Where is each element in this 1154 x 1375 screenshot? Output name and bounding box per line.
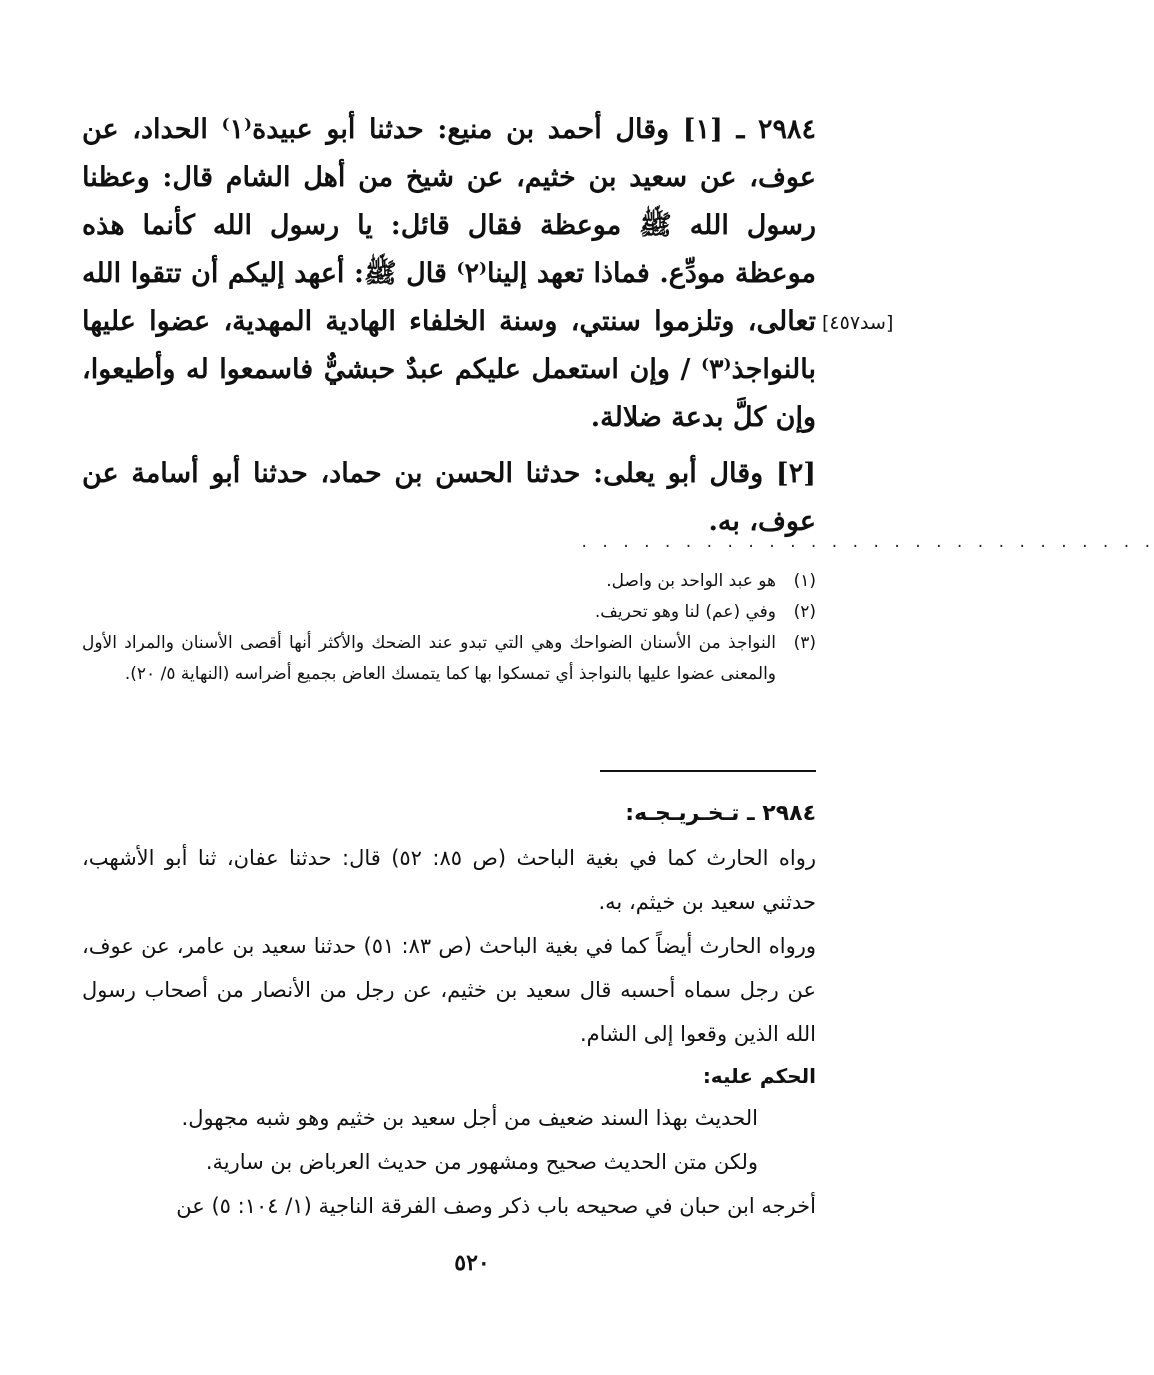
footnote-number: (١) [793, 571, 816, 591]
footnotes [82, 566, 816, 690]
hukm-line-1: الحديث بهذا السند ضعيف من أجل سعيد بن خثيم وهو شبه مجهول. [181, 1106, 758, 1130]
takhrij-heading: ٢٩٨٤ ـ تـخـريـجـه: [625, 801, 816, 826]
footnote-2 [82, 597, 816, 628]
hukm-line-2: ولكن متن الحديث صحيح ومشهور من حديث العرباض بن سارية. [205, 1150, 758, 1174]
footnote-number: (٢) [793, 602, 816, 622]
hadith-paragraph-1: ٢٩٨٤ ـ [١] وقال أحمد بن منيع: حدثنا أبو عبيدة⁽١⁾ الحداد، عن عوف، عن سعيد بن خثيم، عن شيخ من أهل الشام قال: وعظنا رسول الله ﷺ موعظة فقال قائل: يا رسول الله كأنما هذه موعظة مودِّع. فماذا تعهد إلينا⁽٢⁾ قال ﷺ: أعهد إليكم أن تتقوا الله تعالى، وتلزموا سنتي، وسنة الخلفاء الهادية المهدية، عضوا عليها بالنواجذ⁽٣⁾ / وإن استعمل عليكم عبدٌ حبشيٌّ فاسمعوا له وأطيعوا، وإن كلَّ بدعة ضلالة. [82, 114, 816, 433]
footnote-1 [82, 566, 816, 597]
hadith-paragraph-2: [٢] وقال أبو يعلى: حدثنا الحسن بن حماد، حدثنا أبو أسامة عن عوف، به. [82, 458, 816, 537]
footnote-number: (٣) [793, 633, 816, 653]
hukm-heading: الحكم عليه: [702, 1064, 816, 1088]
footnote-text: هو عبد الواحد بن واصل. [606, 571, 776, 591]
section-divider [600, 770, 816, 772]
hadith-text [82, 106, 816, 546]
takhrij-paragraph-1: رواه الحارث كما في بغية الباحث (ص ٨٥: ٥٢) قال: حدثنا عفان، ثنا أبو الأشهب، حدثني سعيد بن خيثم، به. [82, 846, 816, 914]
footnote-text: وفي (عم) لنا وهو تحريف. [594, 602, 776, 622]
footnote-separator: . . . . . . . . . . . . . . . . . . . . . . . . . . . . [580, 535, 1154, 551]
footnote-text: النواجذ من الأسنان الضواحك وهي التي تبدو عند الضحك والأكثر أنها أقصى الأسنان والمراد الأول والمعنى عضوا عليها بالنواجذ أي تمسكوا بها كما يتمسك العاض بجميع أضراسه (النهاية ٥/ ٢٠). [82, 633, 776, 684]
takhrij-paragraph-2: ورواه الحارث أيضاً كما في بغية الباحث (ص ٨٣: ٥١) حدثنا سعيد بن عامر، عن عوف، عن رجل سماه أحسبه قال سعيد بن خثيم، عن رجل من الأنصار من أصحاب رسول الله الذين وقعوا إلى الشام. [82, 934, 816, 1046]
footnote-3 [82, 628, 816, 690]
margin-reference: [سد٤٥٧] [822, 312, 894, 334]
hukm-line-3: أخرجه ابن حبان في صحيحه باب ذكر وصف الفرقة الناجية (١/ ١٠٤: ٥) عن [176, 1194, 816, 1218]
page-number: ٥٢٠ [454, 1250, 490, 1276]
takhrij-section [82, 792, 816, 1228]
